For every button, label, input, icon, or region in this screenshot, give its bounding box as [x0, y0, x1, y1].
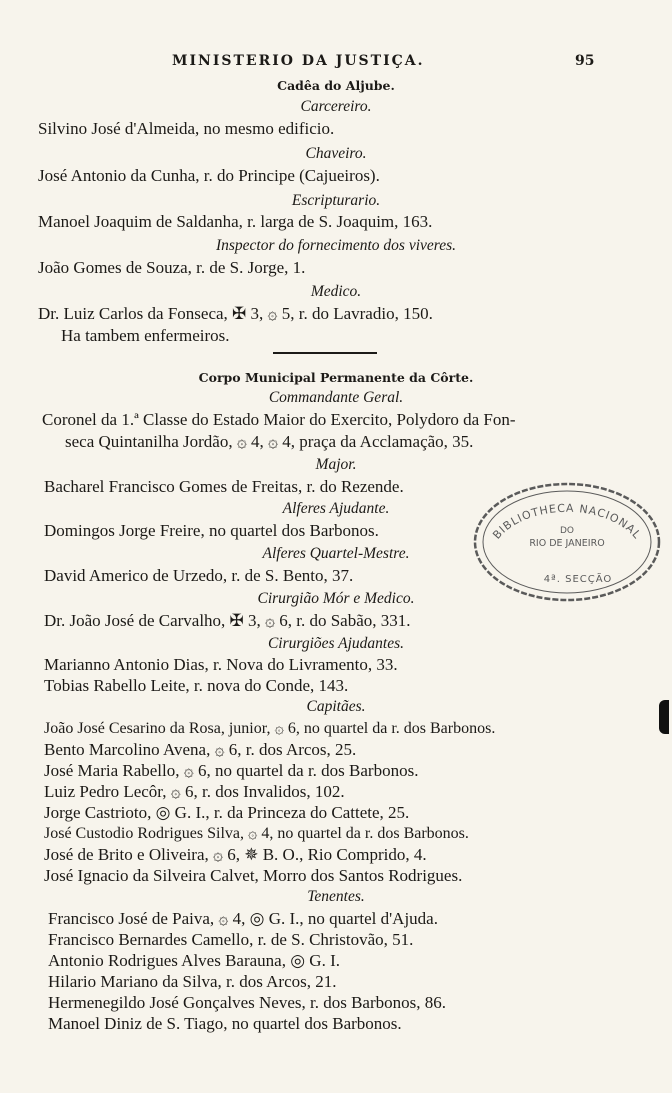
entry-line: Hilario Mariano da Silva, r. dos Arcos, 21. — [48, 972, 337, 991]
entry-line: Hermenegildo José Gonçalves Neves, r. dos Barbonos, 86. — [48, 993, 447, 1012]
role-heading: Escripturario. — [291, 192, 381, 209]
entry-line: seca Quintanilha Jordão, ۞ 4, ۞ 4, praça da Acclamação, 35. — [65, 432, 474, 451]
entry-line: José Ignacio da Silveira Calvet, Morro dos Santos Rodrigues. — [44, 866, 463, 885]
entry-line: Manoel Joaquim de Saldanha, r. larga de S. Joaquim, 163. — [38, 212, 433, 231]
entry-line: Bacharel Francisco Gomes de Freitas, r. do Rezende. — [44, 477, 404, 496]
role-heading: Alferes Ajudante. — [282, 500, 390, 517]
role-heading: Inspector do fornecimento dos viveres. — [215, 237, 457, 254]
entry-line: José de Brito e Oliveira, ۞ 6, ✵ B. O., Rio Comprido, 4. — [44, 845, 427, 864]
entry-line: Luiz Pedro Lecôr, ۞ 6, r. dos Invalidos, 102. — [44, 782, 345, 801]
entry-line: Marianno Antonio Dias, r. Nova do Livramento, 33. — [44, 655, 398, 674]
role-heading: Capitães. — [306, 698, 366, 715]
role-heading: Medico. — [310, 283, 362, 300]
entry-line: José Maria Rabello, ۞ 6, no quartel da r. dos Barbonos. — [44, 761, 419, 780]
entry-line: Silvino José d'Almeida, no mesmo edificio. — [38, 119, 335, 138]
entry-line: Dr. João José de Carvalho, ✠ 3, ۞ 6, r. do Sabão, 331. — [44, 611, 411, 630]
entry-line: José Custodio Rodrigues Silva, ۞ 4, no quartel da r. dos Barbonos. — [44, 825, 469, 842]
stamp-middle-2: RIO DE JANEIRO — [529, 538, 605, 549]
role-heading: Tenentes. — [307, 888, 365, 905]
entry-line: João José Cesarino da Rosa, junior, ۞ 6, no quartel da r. dos Barbonos. — [44, 720, 496, 737]
stamp-middle-1: DO — [559, 526, 575, 536]
role-heading: Carcereiro. — [300, 98, 372, 115]
entry-line: José Antonio da Cunha, r. do Principe (Cajueiros). — [38, 166, 380, 185]
section-heading-cadea: Cadêa do Aljube. — [277, 78, 395, 93]
role-heading: Commandante Geral. — [268, 389, 404, 406]
role-heading: Alferes Quartel-Mestre. — [262, 545, 410, 562]
entry-line: Francisco Bernardes Camello, r. de S. Christovão, 51. — [48, 930, 414, 949]
stamp-top-text: BIBLIOTHECA NACIONAL — [490, 501, 644, 542]
entry-line: Jorge Castrioto, ◎ G. I., r. da Princeza do Cattete, 25. — [44, 803, 410, 822]
entry-line: Bento Marcolino Avena, ۞ 6, r. dos Arcos, 25. — [44, 740, 357, 759]
entry-line: Ha tambem enfermeiros. — [61, 326, 230, 345]
library-stamp — [468, 478, 666, 606]
entry-line: Tobias Rabello Leite, r. nova do Conde, 143. — [44, 676, 349, 695]
role-heading: Cirurgião Mór e Medico. — [257, 590, 415, 607]
role-heading: Chaveiro. — [305, 145, 367, 162]
entry-line: Manoel Diniz de S. Tiago, no quartel dos Barbonos. — [48, 1014, 402, 1033]
role-heading: Major. — [315, 456, 357, 473]
stamp-bottom-text: 4ª. SECÇÃO — [543, 574, 613, 585]
role-heading: Cirurgiões Ajudantes. — [267, 635, 405, 652]
entry-line: Dr. Luiz Carlos da Fonseca, ✠ 3, ۞ 5, r. do Lavradio, 150. — [38, 304, 433, 323]
page-number: 95 — [575, 53, 595, 69]
section-heading-corpo: Corpo Municipal Permanente da Côrte. — [198, 370, 474, 385]
entry-line: João Gomes de Souza, r. de S. Jorge, 1. — [38, 258, 306, 277]
page-edge-mark — [659, 700, 669, 734]
entry-line: Antonio Rodrigues Alves Barauna, ◎ G. I. — [48, 951, 340, 970]
entry-line: Domingos Jorge Freire, no quartel dos Barbonos. — [44, 521, 379, 540]
entry-line: Coronel da 1.ª Classe do Estado Maior do Exercito, Polydoro da Fon- — [42, 410, 516, 429]
entry-line: Francisco José de Paiva, ۞ 4, ◎ G. I., no quartel d'Ajuda. — [48, 909, 438, 928]
entry-line: David Americo de Urzedo, r. de S. Bento, 37. — [44, 566, 354, 585]
page-title: MINISTERIO DA JUSTIÇA. — [172, 53, 425, 69]
section-divider — [273, 352, 377, 354]
